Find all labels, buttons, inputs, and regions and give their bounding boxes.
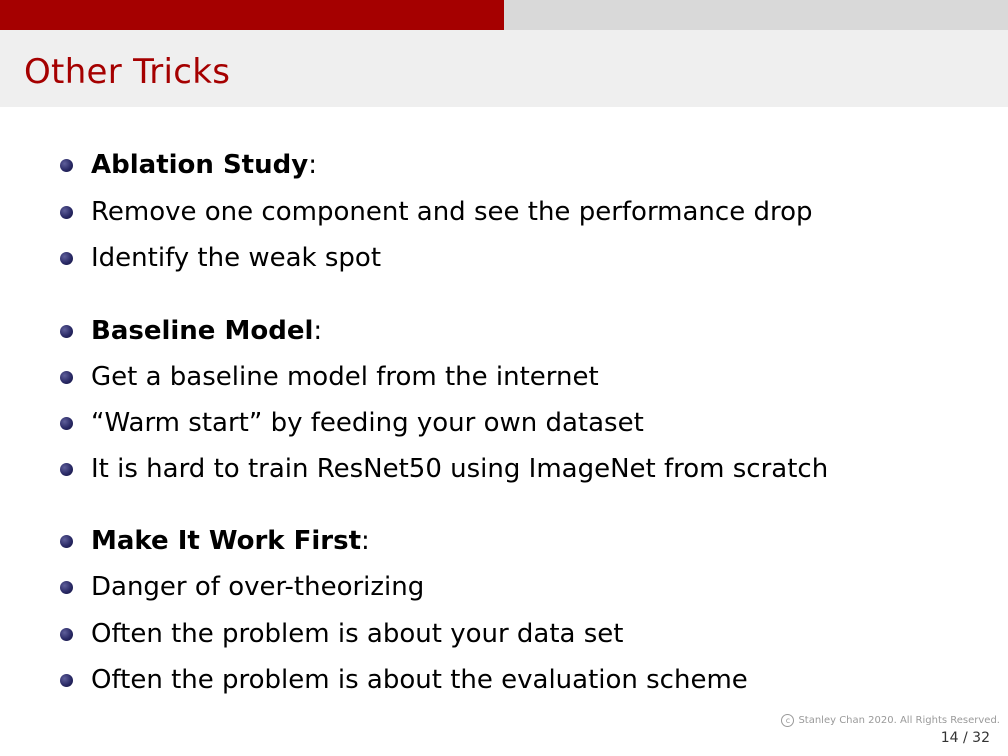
list-item-text: Remove one component and see the performance drop [91, 197, 813, 227]
list-item-text: “Warm start” by feeding your own dataset [91, 408, 644, 438]
heading-suffix: : [308, 150, 317, 180]
list-item-text: Identify the weak spot [91, 243, 382, 273]
ball-bullet-icon [60, 371, 73, 384]
ball-bullet-icon [60, 581, 73, 594]
section-heading: Ablation Study [91, 150, 309, 180]
ball-bullet-icon [60, 628, 73, 641]
list-item [60, 192, 813, 232]
page-number: 14 / 32 [940, 730, 990, 746]
section-heading: Baseline Model [91, 316, 314, 346]
list-item [60, 357, 599, 397]
section-heading: Make It Work First [91, 526, 362, 556]
list-item-text: It is hard to train ResNet50 using ImageNet from scratch [91, 454, 829, 484]
list-item [60, 567, 424, 607]
list-item-text: Danger of over-theorizing [91, 572, 425, 602]
ball-bullet-icon [60, 206, 73, 219]
list-item-text: Often the problem is about your data set [91, 619, 624, 649]
list-item [60, 403, 644, 443]
list-item [60, 311, 322, 351]
page-title: Other Tricks [24, 52, 231, 92]
list-item-text: Get a baseline model from the internet [91, 362, 599, 392]
navigation-progress-bar [0, 0, 1008, 30]
list-item [60, 449, 828, 489]
ball-bullet-icon [60, 252, 73, 265]
progress-fill [0, 0, 504, 30]
ball-bullet-icon [60, 325, 73, 338]
list-item [60, 614, 623, 654]
list-item [60, 521, 370, 561]
copyright-text: Stanley Chan 2020. All Rights Reserved. [798, 715, 1000, 726]
list-item [60, 238, 381, 278]
ball-bullet-icon [60, 535, 73, 548]
copyright-icon: c [781, 714, 794, 727]
list-item [60, 660, 748, 700]
ball-bullet-icon [60, 159, 73, 172]
heading-suffix: : [361, 526, 370, 556]
footer-copyright [781, 714, 1000, 727]
ball-bullet-icon [60, 463, 73, 476]
heading-suffix: : [313, 316, 323, 346]
list-item-text: Often the problem is about the evaluation scheme [91, 665, 748, 695]
list-item [60, 145, 317, 185]
ball-bullet-icon [60, 417, 73, 430]
ball-bullet-icon [60, 674, 73, 687]
